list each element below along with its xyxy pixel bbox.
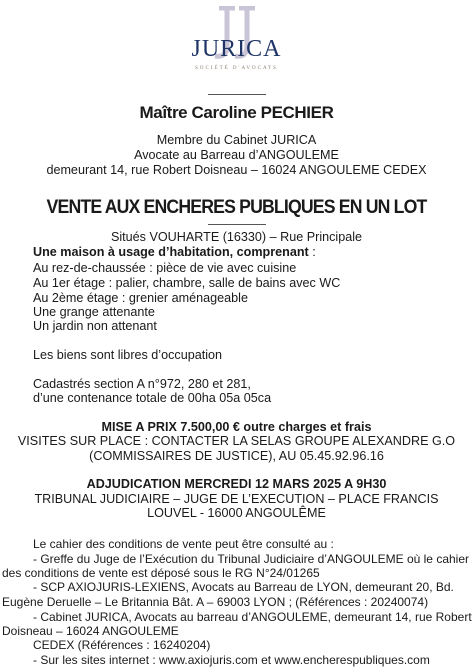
property-heading: [33, 245, 316, 260]
sale-title: VENTE AUX ENCHERES PUBLIQUES EN UN LOT: [46, 197, 427, 218]
occupancy-line: Les biens sont libres d’occupation: [33, 348, 223, 362]
conditions-line: CEDEX (Références : 16240204): [33, 638, 211, 652]
property-heading-suffix: :: [308, 245, 316, 259]
logo-subtitle: SOCIÉTÉ D'AVOCATS: [195, 66, 278, 71]
property-item: Un jardin non attenant: [33, 319, 157, 333]
visits-line-2: (COMMISSAIRES DE JUSTICE), AU 05.45.92.96.16: [89, 449, 384, 463]
header-line-2: Avocate au Barreau d’ANGOULEME: [134, 148, 339, 162]
adjudication-date: ADJUDICATION MERCREDI 12 MARS 2025 A 9H30: [86, 477, 387, 491]
conditions-line: - Cabinet JURICA, Avocats au barreau d’ANGOULEME, demeurant 14, rue Robert: [33, 610, 472, 624]
conditions-line: - SCP AXIOJURIS-LEXIENS, Avocats au Barreau de LYON, demeurant 20, Bd.: [33, 580, 454, 594]
jurica-logo: [0, 6, 473, 76]
court-line-1: TRIBUNAL JUDICIAIRE – JUGE DE L’EXECUTION – PLACE FRANCIS: [34, 492, 439, 506]
situated-line: Situés VOUHARTE (16330) – Rue Principale: [110, 230, 363, 244]
header-line-3: demeurant 14, rue Robert Doisneau – 16024 ANGOULEME CEDEX: [46, 163, 427, 177]
property-heading-text: Une maison à usage d’habitation, comprenant: [33, 245, 309, 259]
court-line-2: LOUVEL - 16000 ANGOULÊME: [147, 506, 326, 520]
conditions-line: des conditions de vente est déposé sous le RG N°24/01265: [2, 566, 320, 580]
cadastre-line-1: Cadastrés section A n°972, 280 et 281,: [33, 377, 251, 391]
starting-price: MISE A PRIX 7.500,00 € outre charges et frais: [101, 420, 372, 434]
lawyer-name: Maître Caroline PECHIER: [139, 103, 334, 122]
property-item: Au 1er étage : palier, chambre, salle de bains avec WC: [33, 276, 341, 290]
header-line-1: Membre du Cabinet JURICA: [156, 133, 317, 147]
property-item: Au 2ème étage : grenier aménageable: [33, 291, 248, 305]
top-divider: [208, 94, 266, 95]
visits-line-1: VISITES SUR PLACE : CONTACTER LA SELAS GROUPE ALEXANDRE G.O: [17, 434, 456, 448]
conditions-intro: Le cahier des conditions de vente peut être consulté au :: [33, 537, 334, 551]
conditions-line: - Sur les sites internet : www.axiojuris.com et www.encherespubliques.com: [33, 653, 430, 667]
conditions-line: - Greffe du Juge de l’Exécution du Tribunal Judiciaire d’ANGOULEME où le cahier: [33, 552, 470, 566]
property-item: Au rez-de-chaussée : pièce de vie avec cuisine: [33, 261, 297, 275]
conditions-line: Doisneau – 16024 ANGOULEME: [2, 624, 179, 638]
property-item: Une grange attenante: [33, 305, 155, 319]
cadastre-line-2: d’une contenance totale de 00ha 05a 05ca: [33, 391, 272, 405]
logo-name: JURICA: [191, 36, 282, 62]
title-divider: [208, 224, 266, 225]
conditions-line: Eugène Deruelle – Le Britannia Bât. A – 69003 LYON ; (Références : 20240074): [2, 595, 429, 609]
